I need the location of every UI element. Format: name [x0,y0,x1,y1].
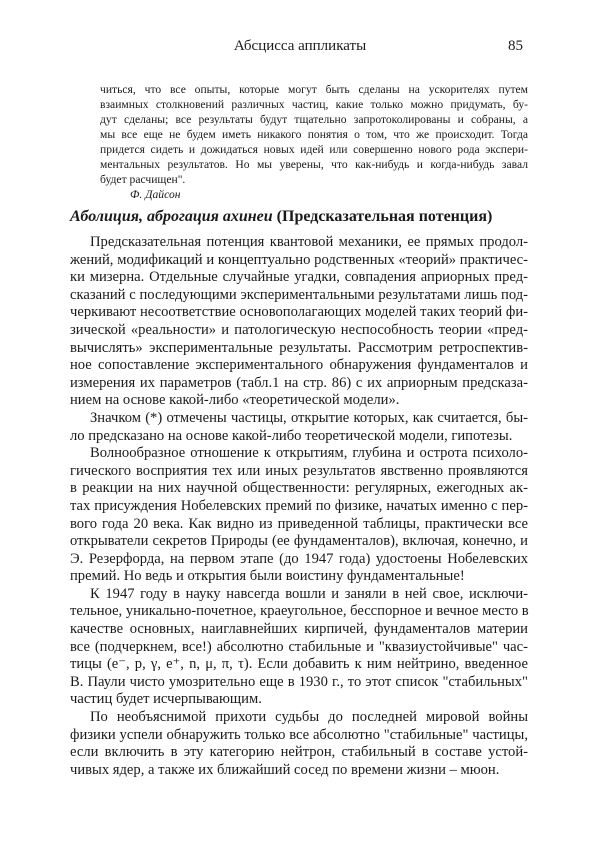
page-number: 85 [508,38,523,54]
text-line: вого года 20 века. Как видно из приведенной таблицы, практически все [70,515,528,532]
text-line: в реакции на них научной общественности: регулярных, ежегодных ак- [70,480,528,497]
running-title: Абсцисса аппликаты [233,38,367,54]
text-line: жений, модификаций и концептуально родственных «теорий» практичес- [70,251,528,268]
section-heading [70,208,528,226]
text-line: ки мизерна. Отдельные случайные угадки, совпадения априорных пред- [70,269,528,286]
quote-line: дут сделаны; все результаты будут тщательно запротоколированы и собраны, а [100,113,528,126]
text-line: все (подчеркнем, все!) абсолютно стабильные и "квазиустойчивые" час- [70,638,528,655]
text-line: сказаний с последующими экспериментальными результатами лишь под- [70,286,528,303]
text-line: чивых ядер, а также их ближайший сосед по времени жизни – мюон. [70,761,500,778]
text-line: вычислять» экспериментальные результаты. Рассмотрим ретроспектив- [70,339,528,356]
text-line: Э. Резерфорда, на первом этапе (до 1947 года) удостоены Нобелевских [70,550,528,567]
text-line: Волнообразное отношение к открытиям, глубина и острота психоло- [90,445,528,462]
text-line: тицы (e⁻, p, γ, e⁺, n, μ, π, τ). Если добавить к ним нейтрино, введенное [70,656,528,673]
body-text [70,234,528,779]
epigraph-quote [100,82,528,202]
text-line: нием на основе какой-либо «теоретической модели». [70,392,400,409]
paragraph [70,234,528,410]
quote-line: взаимных столкновений различных частиц, какие только можно придумать, бу- [100,98,528,111]
quote-line: мы все еще не будем иметь никакого понятия о том, что же происходит. Тогда [100,128,528,141]
heading-bold: (Предсказательная потенция) [276,208,493,225]
quote-author: Ф. Дайсон [130,188,181,201]
text-line: гического восприятия тех или иных результатов явственно проявляются [70,462,528,479]
text-line: зической «реальности» и патологическую неспособность теории «пред- [70,321,528,338]
text-line: физики успели обнаружить только все абсолютно "стабильные" частицы, [70,726,528,743]
quote-line: будет расчищен". [100,173,186,186]
text-line: частиц будет исчерпывающим. [70,691,262,708]
text-line: По необъяснимой прихоти судьбы до последней мировой войны [90,709,528,726]
text-line: тельное, уникально-почетное, краеугольное, бесспорное и вечное место в [70,603,529,620]
text-line: премий. Но ведь и открытия были воистину фундаментальные! [70,568,465,585]
text-line: открыватели секретов Природы (ее фундаменталов), включая, конечно, и [70,533,528,550]
text-line: ло предсказано на основе какой-либо теоретической модели, гипотезы. [70,427,513,444]
text-line: К 1947 году в науку навсегда вошли и заняли в ней свое, исключи- [90,585,528,602]
text-line: В. Паули чисто умозрительно еще в 1930 г., то этот список "стабильных" [70,673,528,690]
text-line: измерения их параметров (табл.1 на стр. 86) с их априорным предсказа- [70,374,528,391]
heading-italic: Аболиция, аброгация ахинеи [70,208,273,225]
quote-line: придется сидеть и дожидаться новых идей или совершенно нового рода экспери- [100,143,528,156]
paragraph [70,445,528,586]
quote-line: читься, что все опыты, которые могут быть сделаны на ускорителях путем [100,83,528,96]
paragraph [70,709,528,779]
paragraph [70,586,528,709]
text-line: Предсказательная потенция квантовой механики, ее прямых продол- [90,234,528,250]
text-line: если включить в эту категорию нейтрон, стабильный в составе устой- [70,744,528,761]
text-line: ное сопоставление экспериментального обнаружения фундаменталов и [70,357,528,374]
paragraph [70,410,528,445]
text-line: черкивают несоответствие основополагающих моделей таких теорий фи- [70,304,528,321]
text-line: тах присуждения Нобелевских премий по физике, начатых именно с пер- [70,497,528,514]
text-line: Значком (*) отмечены частицы, открытие которых, как считается, бы- [90,409,528,426]
text-line: качестве основных, наиглавнейших кирпичей, фундаменталов материи [70,621,528,638]
quote-line: ментальных результатов. Но мы уверены, что как-нибудь и когда-нибудь завал [100,158,528,171]
